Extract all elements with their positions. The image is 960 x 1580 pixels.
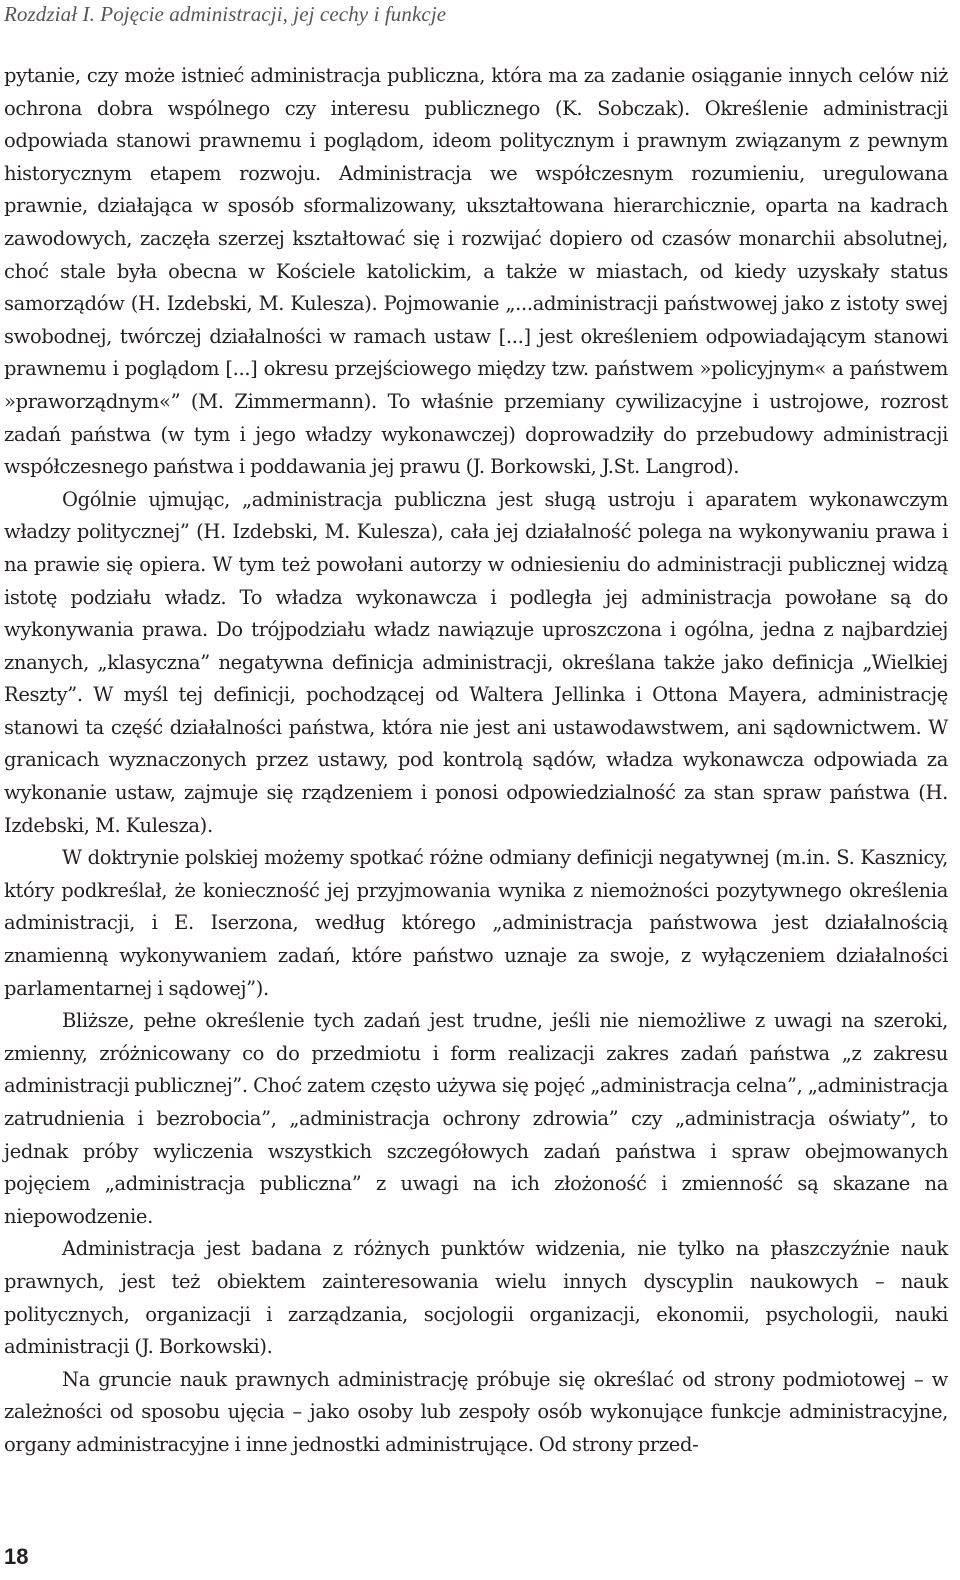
paragraph: W doktrynie polskiej możemy spotkać różne odmiany definicji negatywnej (m.in. S. Kasznicy, który podkreślał, że konieczność jej przyjmowania wynika z niemożności pozytywnego określenia administracji, i E. Iserzona, według którego „administracja państwowa jest działalnością znamienną wykonywaniem zadań, które państwo uznaje za swoje, z wyłączeniem działalności parlamentarnej i sądowej”). xyxy=(4,846,948,1000)
paragraph: Bliższe, pełne określenie tych zadań jest trudne, jeśli nie niemożliwe z uwagi na szeroki, zmienny, zróżnicowany co do przedmiotu i form realizacji zakres zadań państwa „z zakresu administracji publicznej”. Choć zatem często używa się pojęć „administracja celna”, „administracja zatrudnienia i bezrobocia”, „administracja ochrony zdrowia” czy „administracja oświaty”, to jednak próby wyliczenia wszystkich szczegółowych zadań państwa i spraw obejmowanych pojęciem „administracja publiczna” z uwagi na ich złożoność i zmienność są skazane na niepowodzenie. xyxy=(4,1009,949,1228)
paragraph: Na gruncie nauk prawnych administrację próbuje się określać od strony podmiotowej – w zależności od sposobu ujęcia – jako osoby lub zespoły osób wykonujące funkcje administracyjne, organy administracyjne i inne jednostki administrujące. Od strony przed- xyxy=(4,1367,948,1456)
paragraph: pytanie, czy może istnieć administracja publiczna, która ma za zadanie osiąganie innych celów niż ochrona dobra wspólnego czy interesu publicznego (K. Sobczak). Określenie administracji odpowiada stanowi prawnemu i poglądom, ideom politycznym i prawnym związanym z pewnym historycznym etapem rozwoju. Administracja we współczesnym rozumieniu, uregulowana prawnie, działająca w sposób sformalizowany, ukształtowana hierarchicznie, oparta na kadrach zawodowych, zaczęła szerzej kształtować się i rozwijać dopiero od czasów monarchii absolutnej, choć stale była obecna w Kościele katolickim, a także w miastach, od kiedy uzyskały status samorządów (H. Izdebski, M. Kulesza). Pojmowanie „...administracji państwowej jako z istoty swej swobodnej, twórczej działalności w ramach ustaw [...] jest określeniem odpowiadającym stanowi prawnemu i poglądom [...] okresu przejściowego między tzw. państwem »policyjnym« a państwem »praworządnym«” (M. Zimmermann). To właśnie przemiany cywilizacyjne i ustrojowe, rozrost zadań państwa (w tym i jego władzy wykonawczej) doprowadziły do przebudowy administracji współczesnego państwa i poddawania jej prawu (J. Borkowski, J.St. Langrod). xyxy=(4,64,948,479)
paragraph: Administracja jest badana z różnych punktów widzenia, nie tylko na płaszczyźnie nauk prawnych, jest też obiektem zainteresowania wielu innych dyscyplin naukowych – nauk politycznych, organizacji i zarządzania, socjologii organizacji, ekonomii, psychologii, nauki administracji (J. Borkowski). xyxy=(4,1237,948,1359)
running-head: Rozdział I. Pojęcie administracji, jej cechy i funkcje xyxy=(4,2,447,26)
body-text xyxy=(4,60,948,1462)
paragraph: Ogólnie ujmując, „administracja publiczna jest sługą ustroju i aparatem wykonawczym władzy politycznej” (H. Izdebski, M. Kulesza), cała jej działalność polega na wykonywaniu prawa i na prawie się opiera. W tym też powołani autorzy w odniesieniu do administracji publicznej widzą istotę podziału władz. To władza wykonawcza i podległa jej administracja powołane są do wykonywania prawa. Do trójpodziału władz nawiązuje uproszczona i ogólna, jedna z najbardziej znanych, „klasyczna” negatywna definicja administracji, określana także jako definicja „Wielkiej Reszty”. W myśl tej definicji, pochodzącej od Waltera Jellinka i Ottona Mayera, administrację stanowi ta część działalności państwa, która nie jest ani ustawodawstwem, ani sądownictwem. W granicach wyznaczonych przez ustawy, pod kontrolą sądów, władza wykonawcza odpowiada za wykonanie ustaw, zajmuje się rządzeniem i ponosi odpowiedzialność za stan spraw państwa (H. Izdebski, M. Kulesza). xyxy=(4,487,948,837)
page-number: 18 xyxy=(4,1544,29,1569)
